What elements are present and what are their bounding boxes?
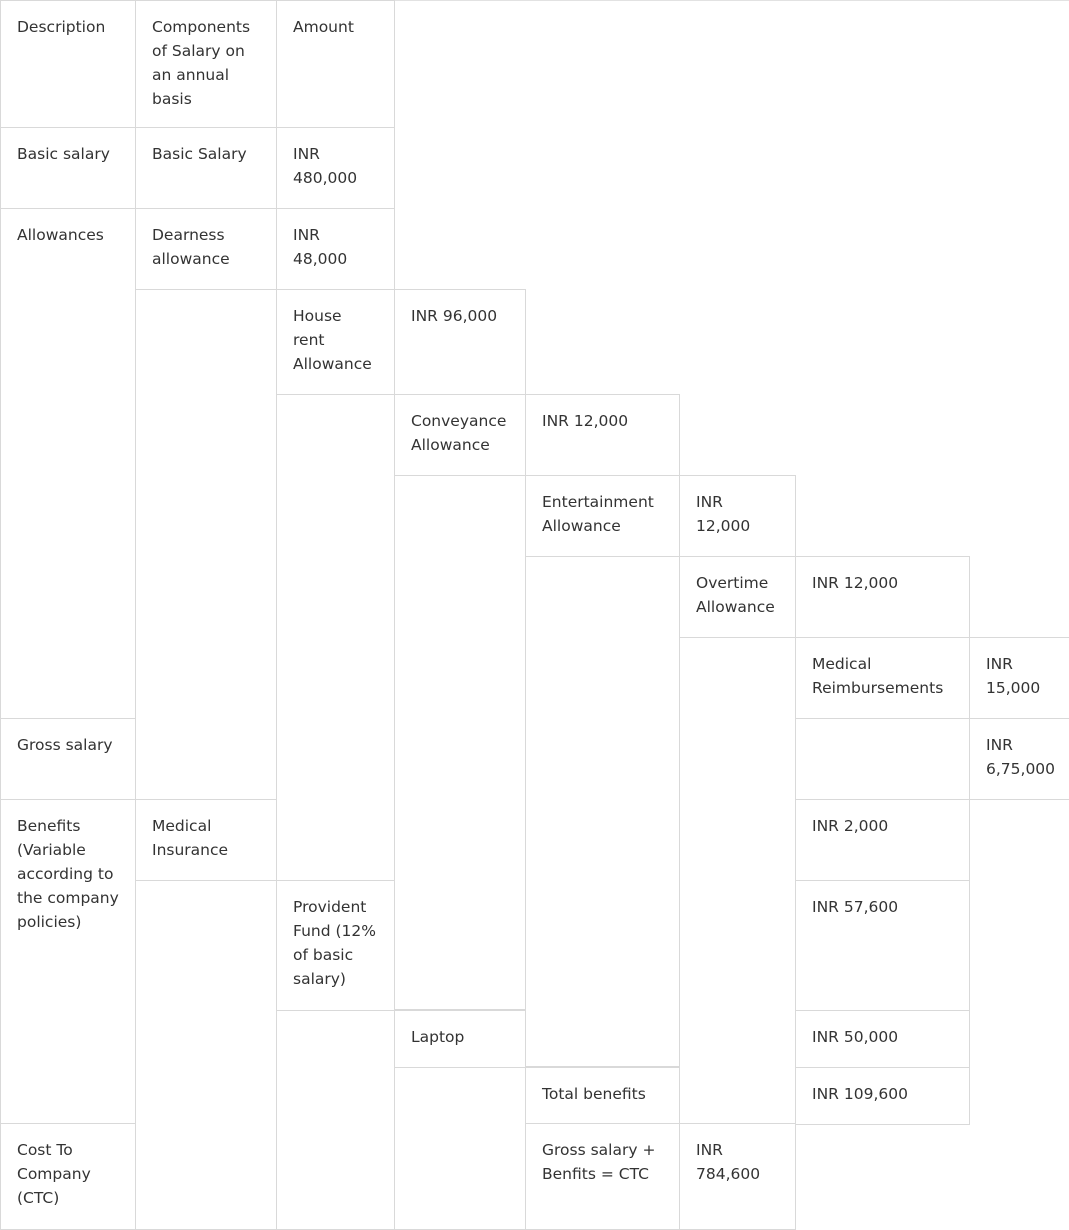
laptop-amount [795,1010,970,1068]
cell-text: Gross salary + Benfits = CTC [542,1141,656,1183]
cell-text: House rent Allowance [293,307,372,373]
empty-cell [276,1010,395,1230]
allowances-description [0,208,136,719]
empty-cell [795,718,970,800]
cell-text: INR 48,000 [293,226,348,268]
benefits-description [0,799,136,1124]
cell-text: Benefits (Variable according to the company policies) [17,817,119,931]
entertainment-component [525,475,680,557]
laptop-component [394,1010,526,1068]
cell-text: Basic salary [17,145,110,163]
total-benefits-amount [795,1067,970,1125]
cell-text: Overtime Allowance [696,574,775,616]
header-description-text: Description [17,18,106,36]
empty-cell [394,1067,526,1230]
cell-text: Basic Salary [152,145,247,163]
empty-cell [135,289,277,800]
cell-text: INR 96,000 [411,307,498,325]
basic-salary-amount [276,127,395,209]
medical-reimbursements-amount [969,637,1069,719]
cell-text: INR 6,75,000 [986,736,1056,778]
header-components-text: Components of Salary on an annual basis [152,18,251,108]
cell-text: INR 480,000 [293,145,358,187]
header-description [0,0,136,128]
cell-text: INR 50,000 [812,1028,899,1046]
cell-text: Conveyance Allowance [411,412,507,454]
overtime-component [679,556,796,638]
overtime-amount [795,556,970,638]
provident-fund-component [276,880,395,1011]
header-amount-text: Amount [293,18,354,36]
empty-cell [135,880,277,1230]
provident-fund-amount [795,880,970,1011]
cell-text: INR 15,000 [986,655,1041,697]
cell-text: Cost To Company (CTC) [17,1141,91,1207]
cell-text: Medical Reimbursements [812,655,944,697]
medical-insurance-component [135,799,277,881]
dearness-component [135,208,277,290]
hra-amount [394,289,526,395]
ctc-amount [679,1123,796,1230]
header-components [135,0,277,128]
cell-text: Entertainment Allowance [542,493,654,535]
cell-text: INR 57,600 [812,898,899,916]
empty-cell [276,394,395,881]
cell-text: INR 12,000 [542,412,629,430]
conveyance-component [394,394,526,476]
cell-text: INR 109,600 [812,1085,908,1103]
hra-component [276,289,395,395]
basic-salary-component [135,127,277,209]
dearness-amount [276,208,395,290]
cell-text: INR 12,000 [696,493,751,535]
empty-cell [679,637,796,1124]
cell-text: Gross salary [17,736,113,754]
cell-text: Dearness allowance [152,226,230,268]
cell-text: Provident Fund (12% of basic salary) [293,898,376,988]
ctc-component [525,1123,680,1230]
gross-salary-description [0,718,136,800]
basic-salary-description [0,127,136,209]
gross-salary-amount [969,718,1069,800]
ctc-description [0,1123,136,1230]
medical-insurance-amount [795,799,970,881]
cell-text: Total benefits [542,1085,646,1103]
cell-text: INR 12,000 [812,574,899,592]
empty-cell [525,556,680,1067]
conveyance-amount [525,394,680,476]
medical-reimbursements-component [795,637,970,719]
entertainment-amount [679,475,796,557]
total-benefits-component [525,1067,680,1125]
cell-text: Medical Insurance [152,817,229,859]
header-amount [276,0,395,128]
cell-text: INR 2,000 [812,817,889,835]
cell-text: INR 784,600 [696,1141,761,1183]
cell-text: Laptop [411,1028,465,1046]
empty-cell [394,475,526,1010]
cell-text: Allowances [17,226,104,244]
